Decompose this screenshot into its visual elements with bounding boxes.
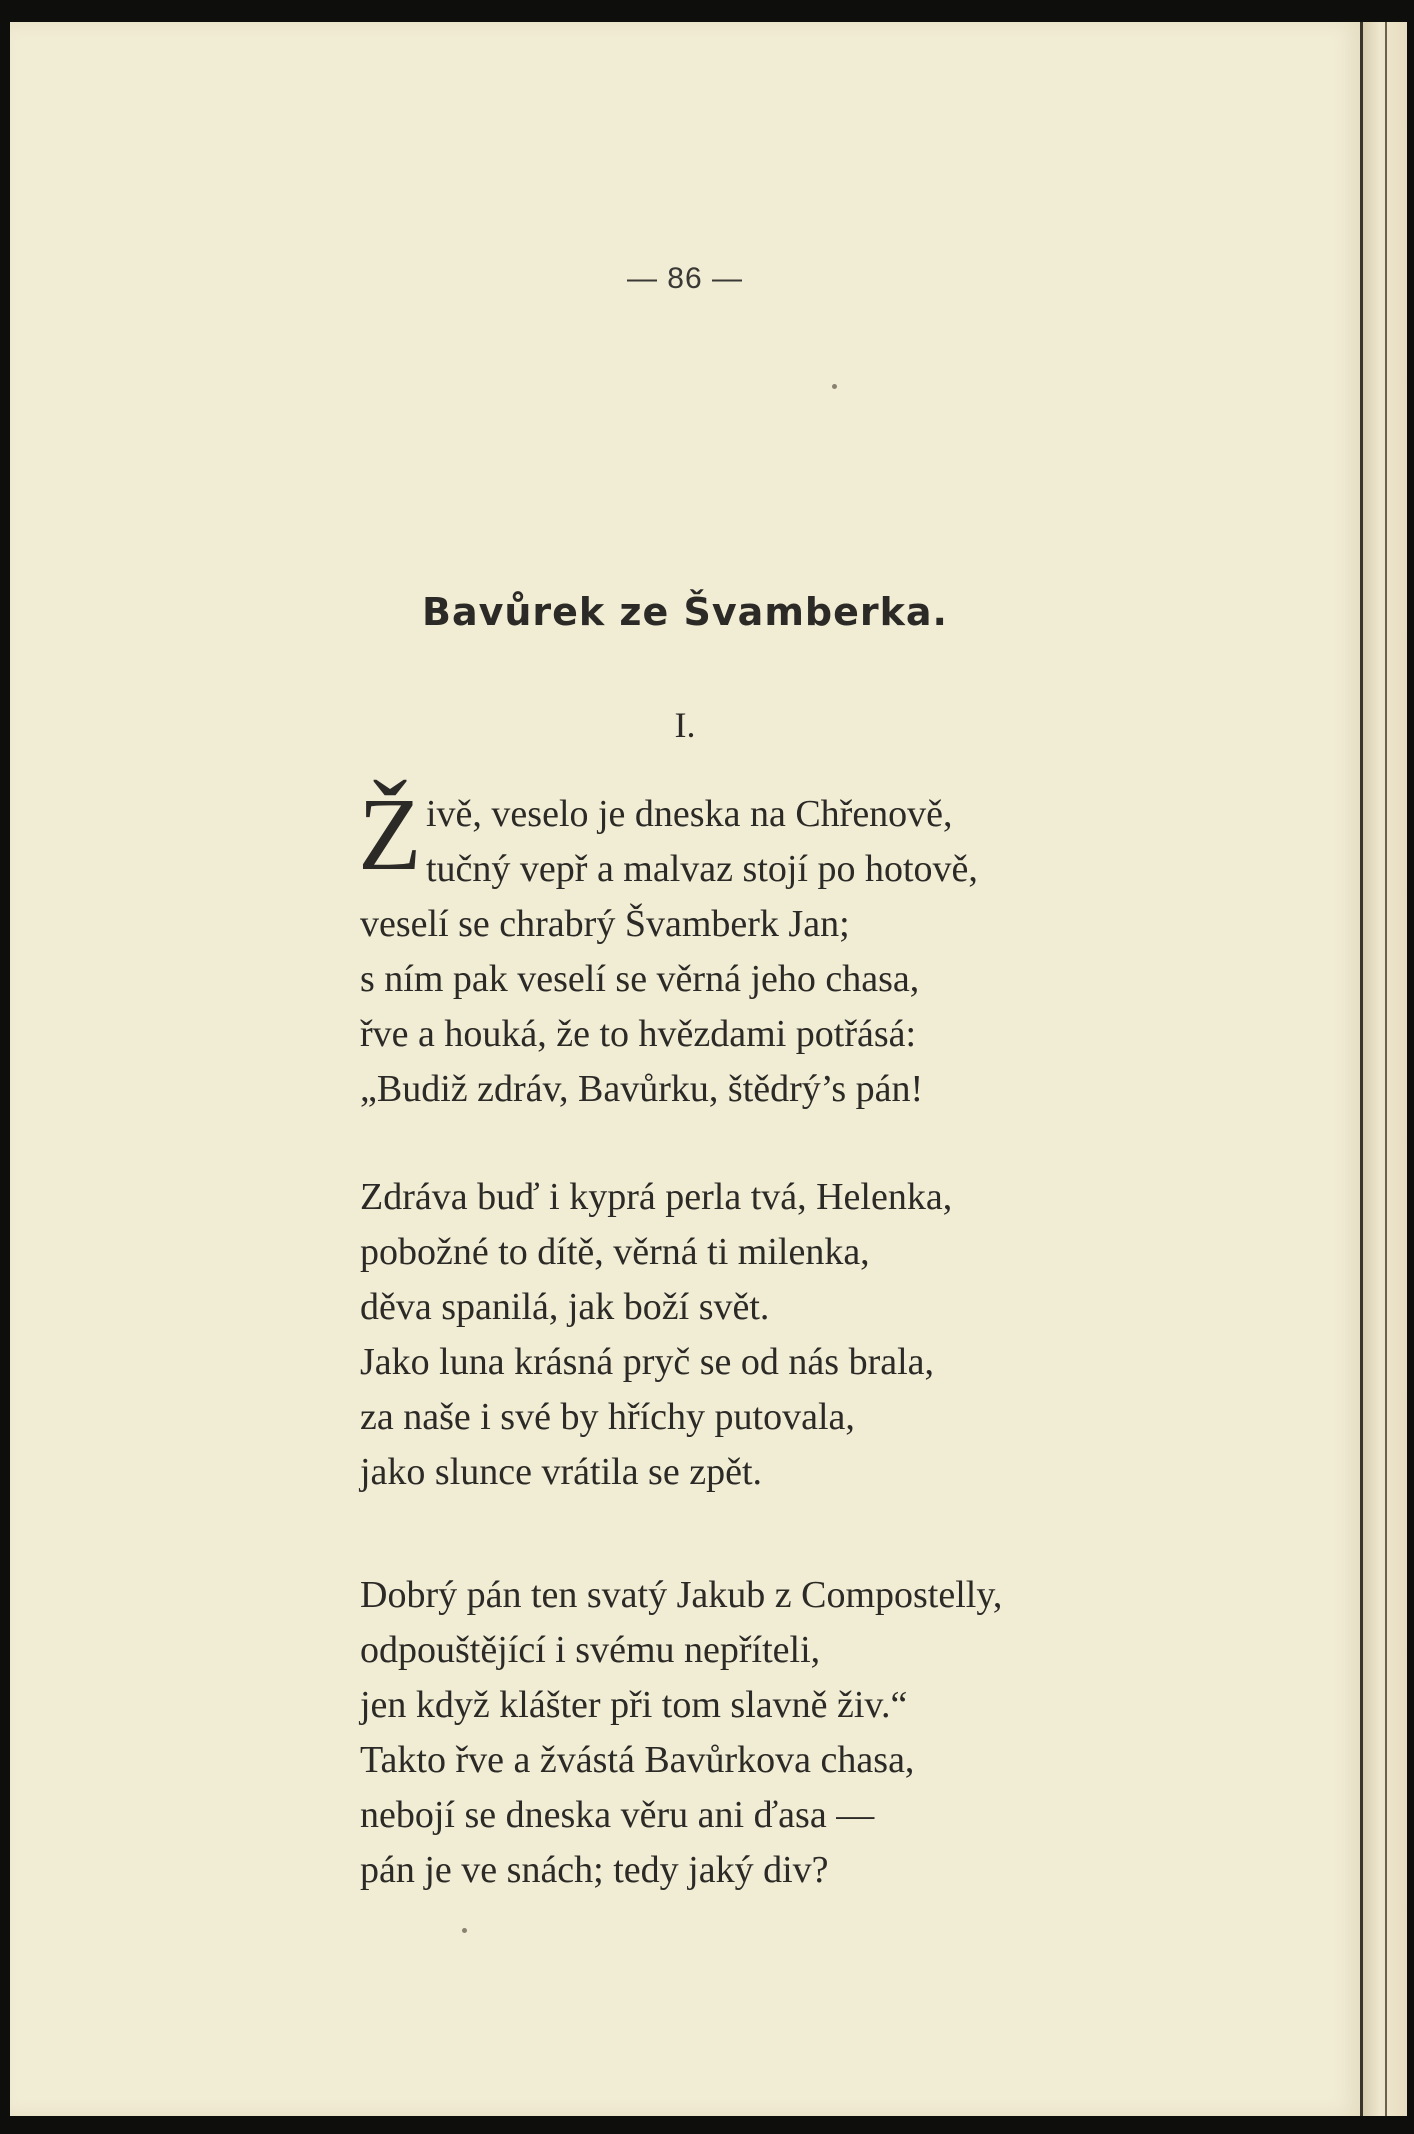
stanza-1 — [358, 777, 1220, 1117]
poem-line: jako slunce vrátila se zpět. — [360, 1451, 763, 1493]
section-number: I. — [674, 705, 696, 745]
poem-line: Jako luna krásná pryč se od nás brala, — [360, 1341, 935, 1383]
poem-line: nebojí se dneska věru ani ďasa — — [360, 1794, 875, 1836]
poem-line: tučný vepř a malvaz stojí po hotově, — [426, 848, 978, 890]
poem-line: odpouštějící i svému nepříteli, — [360, 1629, 821, 1671]
page-edge-line — [1385, 22, 1387, 2116]
poem-line: Zdráva buď i kyprá perla tvá, Helenka, — [360, 1176, 953, 1218]
poem-line: děva spanilá, jak boží svět. — [360, 1286, 770, 1328]
stanza-2 — [360, 1170, 1220, 1500]
poem-line: „Budiž zdráv, Bavůrku, štědrý’s pán! — [360, 1068, 924, 1110]
drop-cap: Ž — [358, 777, 422, 892]
poem-title: Bavůrek ze Švamberka. — [421, 590, 948, 634]
poem-line: pobožné to dítě, věrná ti milenka, — [360, 1231, 870, 1273]
poem-line: s ním pak veselí se věrná jeho chasa, — [360, 958, 920, 1000]
poem-line: Takto řve a žvástá Bavůrkova chasa, — [360, 1739, 915, 1781]
poem-line: jen když klášter při tom slavně živ.“ — [360, 1684, 908, 1726]
adjacent-page-edge — [1360, 22, 1407, 2116]
paper-speck — [462, 1928, 467, 1933]
poem-line: řve a houká, že to hvězdami potřásá: — [360, 1013, 917, 1055]
poem-line: veselí se chrabrý Švamberk Jan; — [360, 903, 850, 945]
page-number: — 86 — — [626, 262, 744, 295]
stanza-3 — [360, 1568, 1220, 1898]
poem-line: pán je ve snách; tedy jaký div? — [360, 1849, 829, 1891]
poem-line: Dobrý pán ten svatý Jakub z Compostelly, — [360, 1574, 1003, 1616]
book-page — [10, 22, 1360, 2116]
poem-line: ivě, veselo je dneska na Chřenově, — [426, 793, 953, 835]
poem-line: za naše i své by hříchy putovala, — [360, 1396, 855, 1438]
paper-speck — [832, 384, 837, 389]
